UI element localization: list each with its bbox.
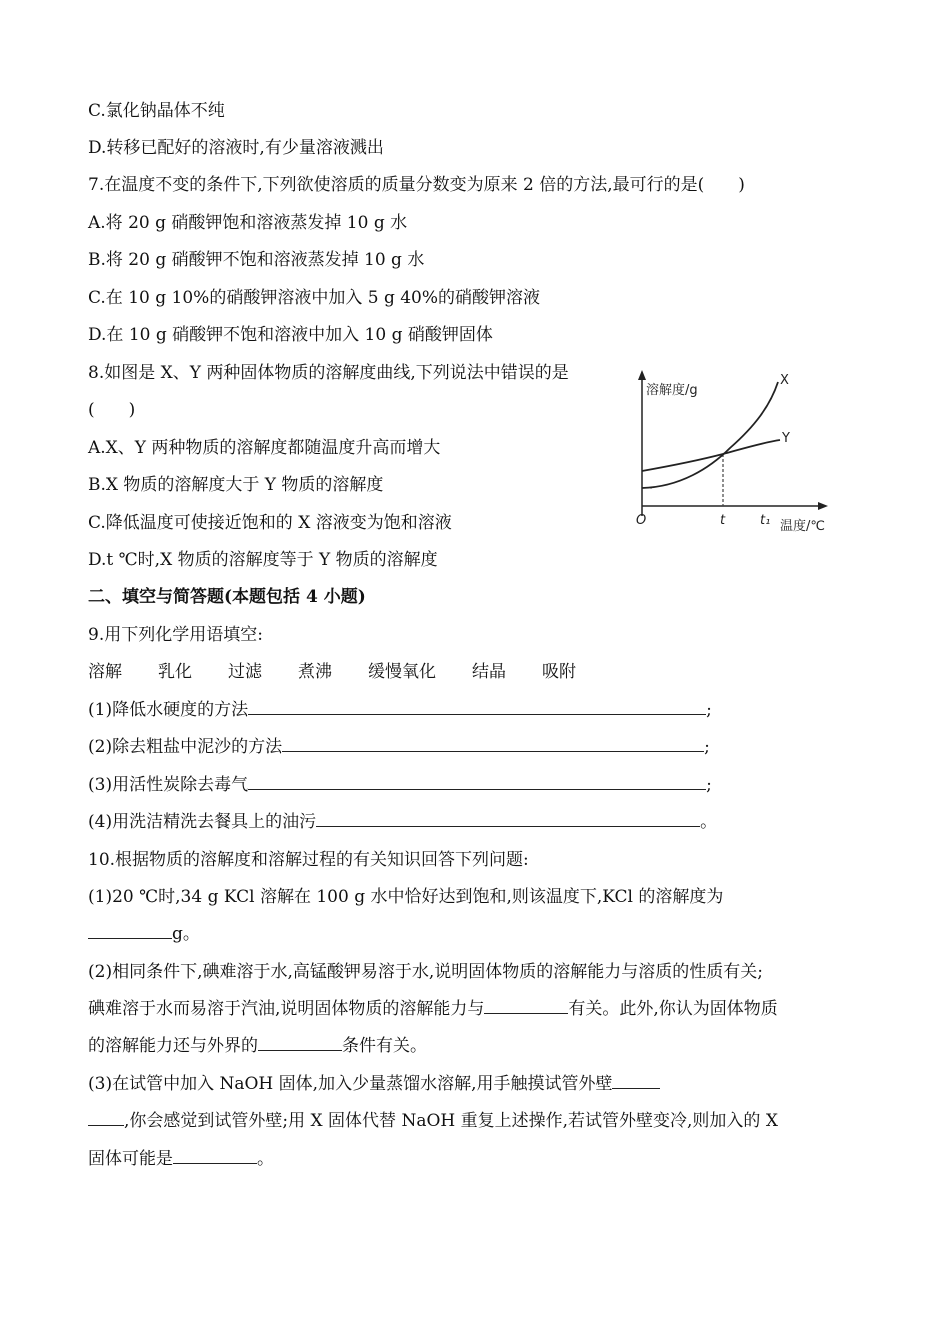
word-bank-item: 煮沸 — [298, 662, 332, 682]
option-c-q6: C.氯化钠晶体不纯 — [88, 101, 225, 121]
answer-blank[interactable] — [484, 997, 568, 1014]
q9-item-1: (1)降低水硬度的方法 ; — [88, 700, 712, 720]
question-9: 9.用下列化学用语填空: — [88, 625, 263, 645]
q10-part-3: (3)在试管中加入 NaOH 固体,加入少量蒸馏水溶解,用手触摸试管外壁 — [88, 1072, 660, 1096]
question-10: 10.根据物质的溶解度和溶解过程的有关知识回答下列问题: — [88, 850, 529, 870]
q9-item-3: (3)用活性炭除去毒气 ; — [88, 775, 712, 795]
option-d-q8: D.t ℃时,X 物质的溶解度等于 Y 物质的溶解度 — [88, 550, 438, 570]
word-bank-item: 吸附 — [542, 662, 576, 682]
answer-blank[interactable] — [282, 735, 704, 752]
q10-part-3-line-2: ,你会感觉到试管外壁;用 X 固体代替 NaOH 重复上述操作,若试管外壁变冷,则加入的 X — [88, 1109, 778, 1133]
q10-part-3-line-3: 固体可能是 。 — [88, 1149, 274, 1169]
q9-item-4: (4)用洗洁精洗去餐具上的油污 。 — [88, 812, 718, 832]
q10-part-2: (2)相同条件下,碘难溶于水,高锰酸钾易溶于水,说明固体物质的溶解能力与溶质的性质有关; — [88, 962, 764, 982]
answer-blank[interactable] — [612, 1072, 660, 1089]
word-bank-item: 溶解 — [88, 662, 122, 682]
question-8: 8.如图是 X、Y 两种固体物质的溶解度曲线,下列说法中错误的是 — [88, 363, 569, 383]
option-b-q8: B.X 物质的溶解度大于 Y 物质的溶解度 — [88, 475, 384, 495]
y-axis-arrow — [638, 370, 646, 380]
section-heading: 二、填空与简答题(本题包括 4 小题) — [88, 587, 366, 607]
option-d-q7: D.在 10 g 硝酸钾不饱和溶液中加入 10 g 硝酸钾固体 — [88, 325, 493, 345]
series-y-label: Y — [782, 431, 790, 446]
answer-blank[interactable] — [248, 698, 706, 715]
option-b-q7: B.将 20 g 硝酸钾不饱和溶液蒸发掉 10 g 水 — [88, 250, 425, 270]
option-d-q6: D.转移已配好的溶液时,有少量溶液溅出 — [88, 138, 384, 158]
q10-part-2-line-3: 的溶解能力还与外界的 条件有关。 — [88, 1036, 427, 1056]
answer-blank[interactable] — [173, 1147, 257, 1164]
word-bank — [88, 660, 612, 684]
solubility-chart — [630, 368, 842, 536]
word-bank-item: 乳化 — [158, 662, 192, 682]
origin-label: O — [636, 513, 647, 528]
answer-blank[interactable] — [258, 1034, 342, 1051]
word-bank-item: 缓慢氧化 — [368, 662, 436, 682]
series-x-label: X — [780, 373, 789, 388]
x-axis-label: 温度/℃ — [780, 519, 825, 534]
answer-blank[interactable] — [316, 810, 700, 827]
q10-part-1-blank-line: g。 — [88, 922, 200, 946]
question-7: 7.在温度不变的条件下,下列欲使溶质的质量分数变为原来 2 倍的方法,最可行的是( ) — [88, 175, 745, 195]
answer-blank[interactable] — [88, 1109, 124, 1126]
x-axis-arrow — [818, 502, 828, 510]
option-a-q8: A.X、Y 两种物质的溶解度都随温度升高而增大 — [88, 438, 441, 458]
answer-blank[interactable] — [248, 773, 706, 790]
word-bank-item: 结晶 — [472, 662, 506, 682]
series-y-curve — [642, 440, 780, 471]
y-axis-label: 溶解度/g — [646, 383, 698, 398]
answer-parens-q8: ( ) — [88, 400, 136, 420]
option-c-q7: C.在 10 g 10%的硝酸钾溶液中加入 5 g 40%的硝酸钾溶液 — [88, 288, 541, 308]
word-bank-item: 过滤 — [228, 662, 262, 682]
q9-item-2: (2)除去粗盐中泥沙的方法 ; — [88, 737, 710, 757]
x-tick-label-t1: t₁ — [760, 513, 771, 528]
answer-blank[interactable] — [88, 922, 172, 939]
q10-part-1: (1)20 ℃时,34 g KCl 溶解在 100 g 水中恰好达到饱和,则该温度下,KCl 的溶解度为 — [88, 887, 724, 907]
option-a-q7: A.将 20 g 硝酸钾饱和溶液蒸发掉 10 g 水 — [88, 213, 408, 233]
x-tick-label-t: t — [720, 513, 726, 528]
q10-part-2-line-2: 碘难溶于水而易溶于汽油,说明固体物质的溶解能力与 有关。此外,你认为固体物质 — [88, 999, 778, 1019]
option-c-q8: C.降低温度可使接近饱和的 X 溶液变为饱和溶液 — [88, 513, 452, 533]
